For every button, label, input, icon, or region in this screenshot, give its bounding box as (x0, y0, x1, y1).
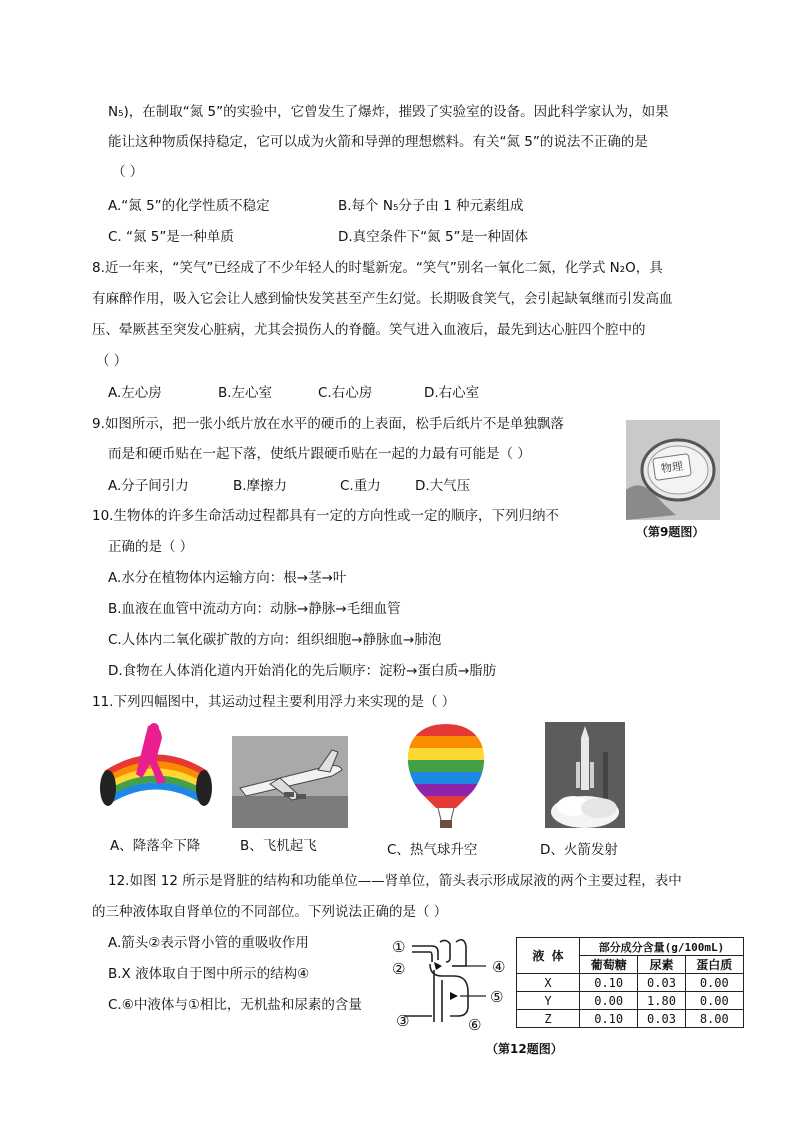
q12-option-c: C.⑥中液体与①相比，无机盐和尿素的含量 (108, 997, 362, 1013)
table-cell: 1.80 (638, 992, 685, 1010)
q9-figure-caption: （第9题图） (636, 525, 705, 539)
table-row (517, 992, 744, 1010)
q9-option-a: A.分子间引力 (108, 478, 189, 494)
table-cell: 0.00 (685, 992, 743, 1010)
q12-option-a: A.箭头②表示肾小管的重吸收作用 (108, 935, 309, 951)
table-cell: 0.03 (638, 1010, 685, 1028)
table-cell: Z (517, 1010, 580, 1028)
coin-paper-label: 物理 (660, 459, 684, 476)
q11-option-c: C、热气球升空 (387, 842, 478, 858)
q8-option-c: C.右心房 (318, 385, 373, 401)
table-col-urea: 尿素 (638, 956, 685, 974)
table-cell: 8.00 (685, 1010, 743, 1028)
q8-option-a: A.左心房 (108, 385, 162, 401)
q12-table (516, 937, 744, 1028)
table-cell: 0.00 (580, 992, 638, 1010)
label-4: ④ (492, 958, 506, 976)
q9-option-c: C.重力 (340, 478, 381, 494)
table-cell: 0.10 (580, 974, 638, 992)
q9-option-b: B.摩擦力 (233, 478, 288, 494)
q12-line-2: 的三种液体取自肾单位的不同部位。下列说法正确的是（ ） (92, 904, 448, 920)
q11-option-b: B、飞机起飞 (240, 838, 317, 854)
q9-option-d: D.大气压 (415, 478, 471, 494)
q7-line-1: N₅)，在制取“氮 5”的实验中，它曾发生了爆炸，摧毁了实验室的设备。因此科学家认为，如果 (108, 104, 669, 120)
q7-line-2: 能让这种物质保持稳定，它可以成为火箭和导弹的理想燃料。有关“氮 5”的说法不正确的是 (108, 134, 648, 150)
q12-figure-caption: （第12题图） (486, 1042, 563, 1056)
table-header-liquid: 液 体 (517, 938, 580, 974)
q7-answer-blank: （ ） (112, 164, 144, 180)
q10-option-d: D.食物在人体消化道内开始消化的先后顺序：淀粉→蛋白质→脂肪 (108, 663, 497, 679)
label-1: ① (392, 938, 406, 956)
q8-line-2: 有麻醉作用，吸入它会让人感到愉快发笑甚至产生幻觉。长期吸食笑气，会引起缺氧继而引发高血 (92, 291, 673, 307)
label-2: ② (392, 960, 406, 978)
table-header-group: 部分成分含量(g/100mL) (580, 938, 744, 956)
q8-line-1: 8.近一年来，“笑气”已经成了不少年轻人的时髦新宠。“笑气”别名一氧化二氮，化学式 N₂O，具 (92, 260, 663, 276)
q11-line-1: 11.下列四幅图中，其运动过程主要利用浮力来实现的是（ ） (92, 694, 456, 710)
q8-answer-blank: （ ） (96, 353, 128, 369)
coin-image (626, 420, 720, 520)
q10-option-a: A.水分在植物体内运输方向：根→茎→叶 (108, 570, 347, 586)
rocket-launch-image (545, 722, 625, 828)
label-3: ③ (396, 1012, 410, 1030)
parachute-image (100, 720, 212, 818)
airplane-image (232, 736, 348, 828)
q8-option-b: B.左心室 (218, 385, 273, 401)
table-row (517, 974, 744, 992)
q7-option-c: C. “氮 5”是一种单质 (108, 229, 234, 245)
q11-option-d: D、火箭发射 (540, 842, 618, 858)
table-col-protein: 蛋白质 (685, 956, 743, 974)
q9-coin-photo (626, 420, 720, 520)
q10-line-1: 10.生物体的许多生命活动过程都具有一定的方向性或一定的顺序，下列归纳不 (92, 508, 559, 524)
table-cell: X (517, 974, 580, 992)
table-col-glucose: 葡萄糖 (580, 956, 638, 974)
q7-option-d: D.真空条件下“氮 5”是一种固体 (338, 229, 529, 245)
q9-line-1: 9.如图所示，把一张小纸片放在水平的硬币的上表面，松手后纸片不是单独飘落 (92, 416, 564, 432)
q11-option-a: A、降落伞下降 (110, 838, 201, 854)
label-5: ⑤ (490, 988, 504, 1006)
q10-option-c: C.人体内二氧化碳扩散的方向：组织细胞→静脉血→肺泡 (108, 632, 442, 648)
table-cell: 0.03 (638, 974, 685, 992)
table-cell: 0.00 (685, 974, 743, 992)
q7-option-a: A.“氮 5”的化学性质不稳定 (108, 198, 270, 214)
table-row (517, 1010, 744, 1028)
q10-option-b: B.血液在血管中流动方向：动脉→静脉→毛细血管 (108, 601, 401, 617)
q10-line-2: 正确的是（ ） (108, 539, 194, 555)
q8-line-3: 压、晕厥甚至突发心脏病，尤其会损伤人的脊髓。笑气进入血液后，最先到达心脏四个腔中的 (92, 322, 646, 338)
label-6: ⑥ (468, 1016, 482, 1034)
q9-line-2: 而是和硬币贴在一起下落，使纸片跟硬币贴在一起的力最有可能是（ ） (108, 446, 531, 462)
q12-line-1: 12.如图 12 所示是肾脏的结构和功能单位——肾单位，箭头表示形成尿液的两个主要过程，表中 (108, 873, 682, 889)
q12-option-b: B.X 液体取自于图中所示的结构④ (108, 966, 310, 982)
q7-option-b: B.每个 N₅分子由 1 种元素组成 (338, 198, 524, 214)
table-cell: 0.10 (580, 1010, 638, 1028)
table-cell: Y (517, 992, 580, 1010)
q8-option-d: D.右心室 (424, 385, 480, 401)
hot-air-balloon-image (400, 722, 492, 830)
